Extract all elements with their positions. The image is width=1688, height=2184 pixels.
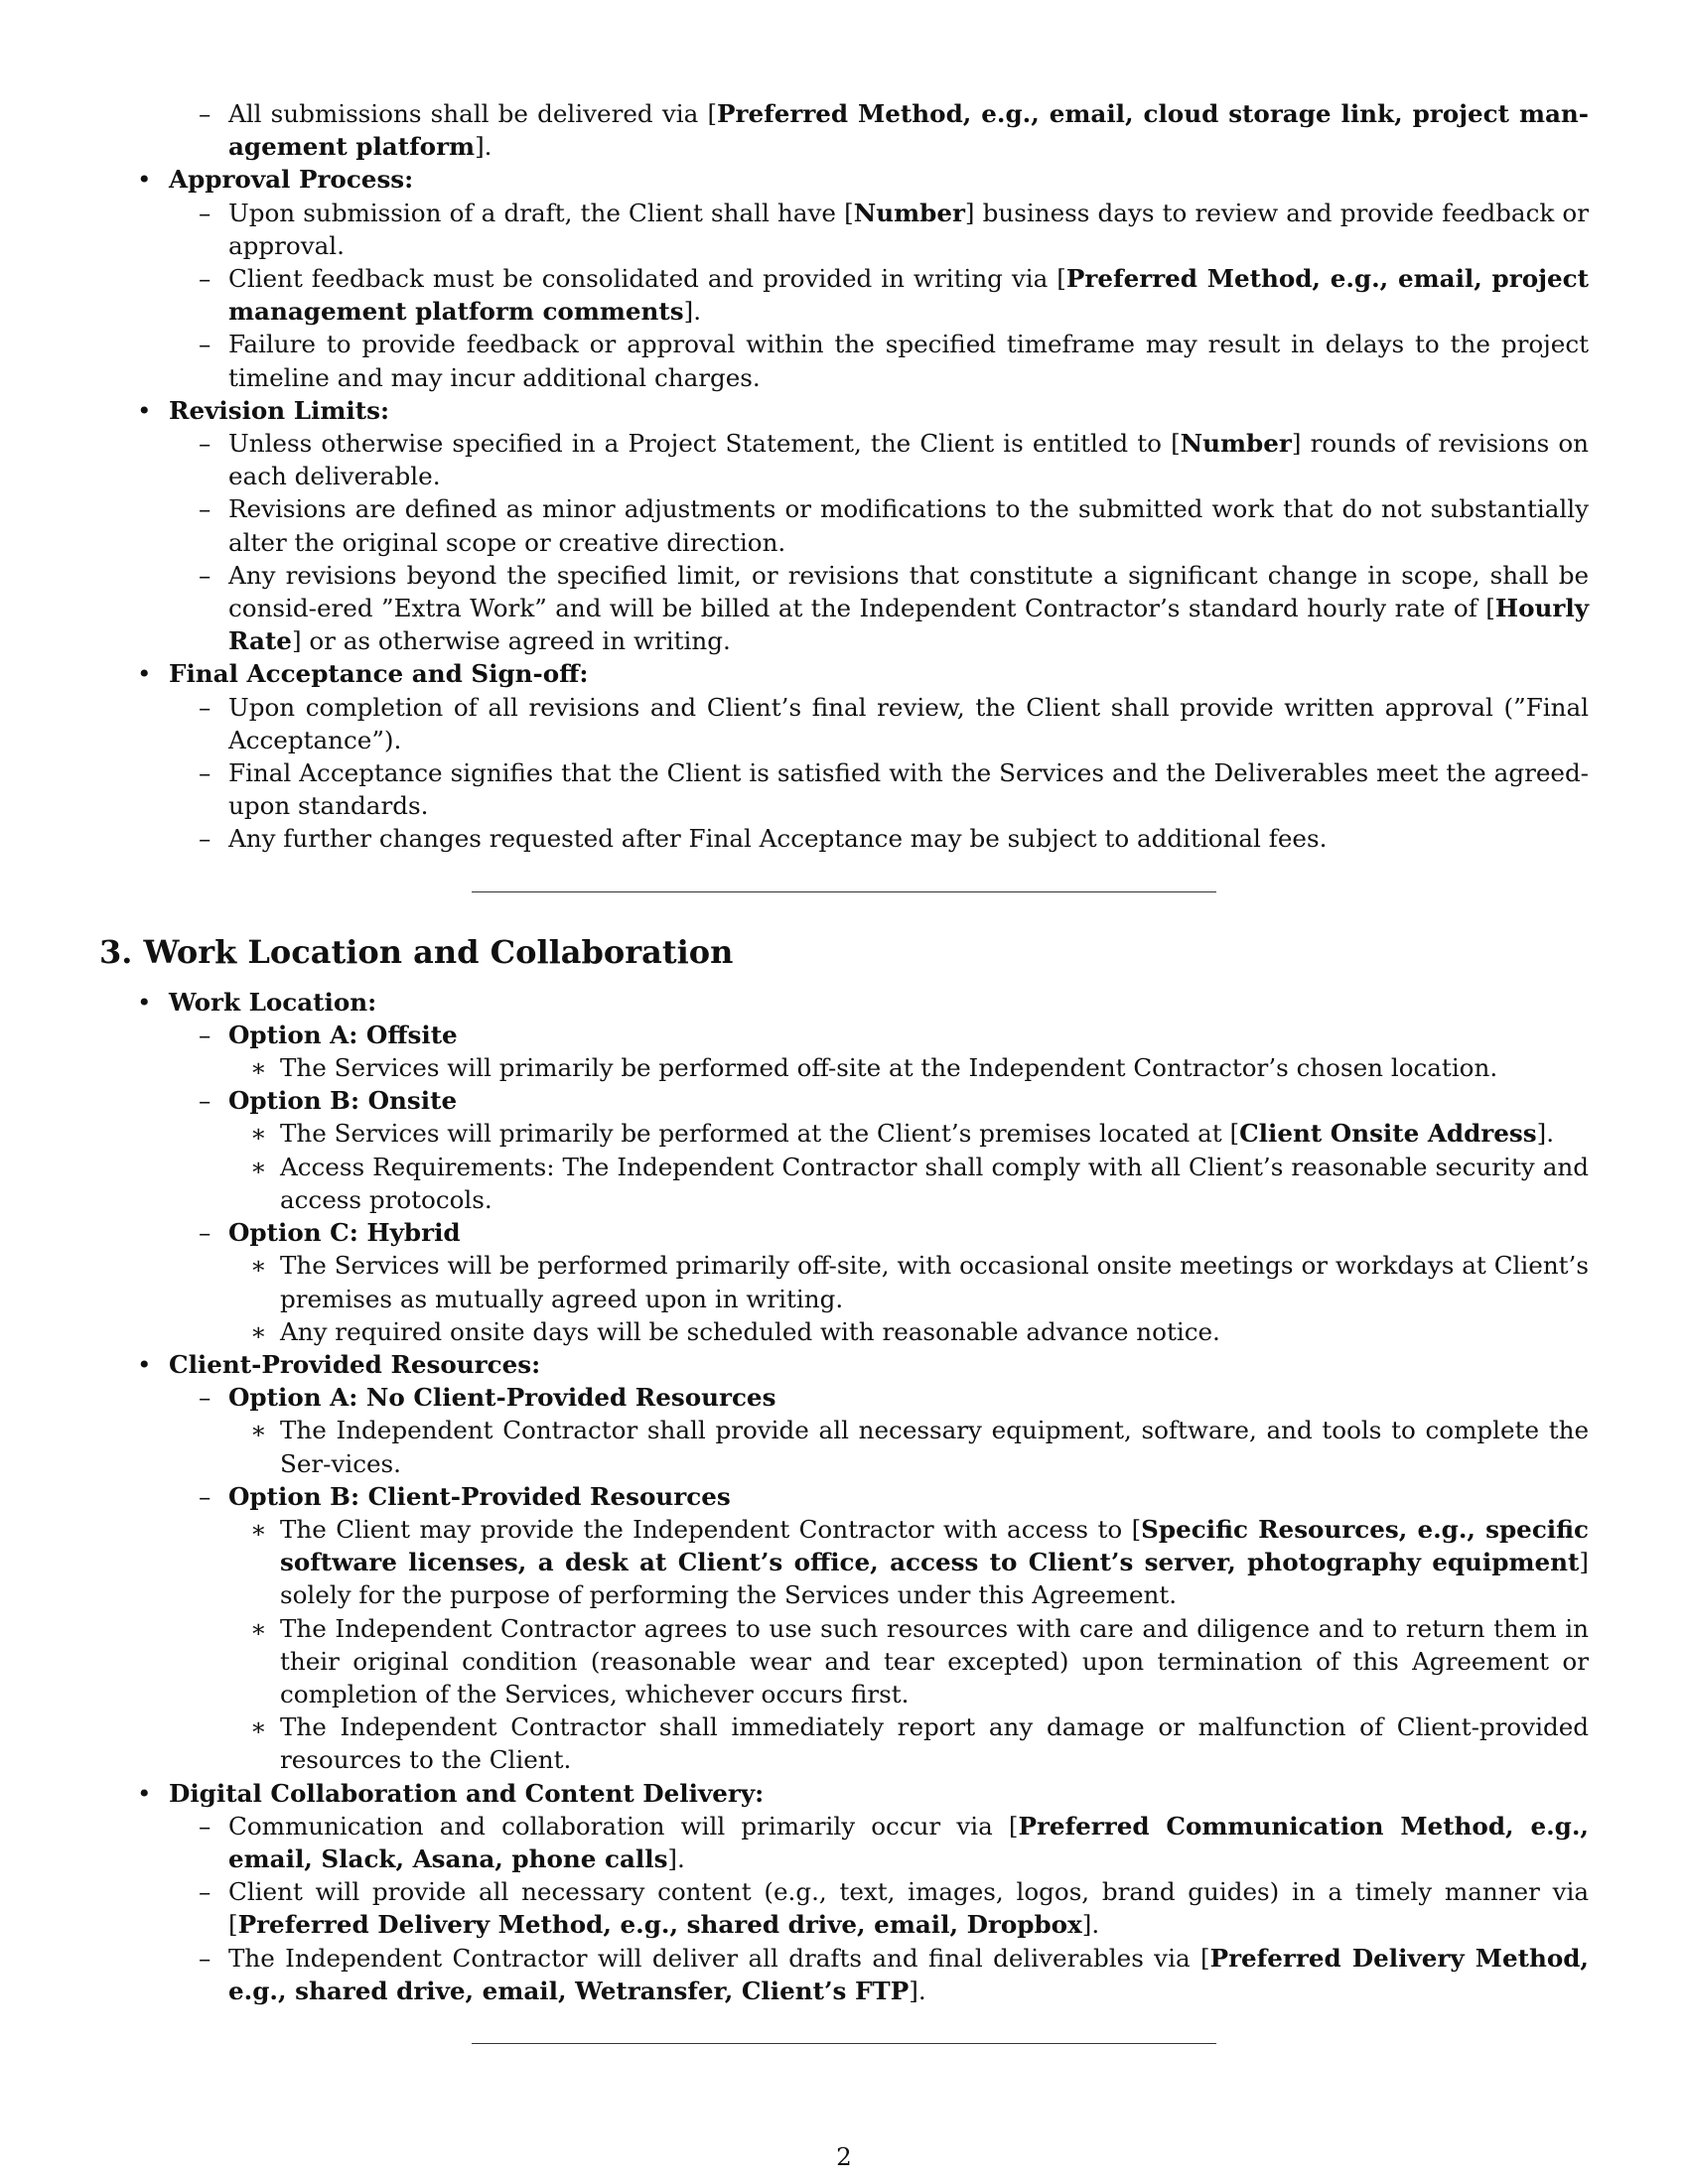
star-marker: ∗ bbox=[250, 1416, 267, 1445]
dash-marker: – bbox=[199, 198, 211, 227]
page-content bbox=[99, 97, 1589, 2044]
approval-process-item bbox=[99, 163, 1589, 196]
bullet-marker: • bbox=[137, 987, 152, 1017]
list-item: – Any further changes requested after Final Acceptance may be subject to additional fees. bbox=[99, 822, 1589, 855]
item-label: Client-Provided Resources: bbox=[169, 1349, 541, 1379]
dash-marker: – bbox=[199, 99, 211, 128]
dash-marker: – bbox=[199, 1943, 211, 1973]
star-marker: ∗ bbox=[250, 1152, 267, 1181]
star-marker: ∗ bbox=[250, 1119, 267, 1149]
list-item: – Client feedback must be consolidated and provided in writing via [Preferred Method, e.g., email, project management platform comments]. bbox=[199, 264, 1589, 327]
final-acceptance-item bbox=[99, 657, 1589, 690]
item-label: Digital Collaboration and Content Delivery: bbox=[169, 1778, 765, 1808]
star-marker: ∗ bbox=[250, 1712, 267, 1742]
bullet-marker: • bbox=[137, 659, 152, 689]
bullet-marker: • bbox=[137, 165, 152, 195]
dash-marker: – bbox=[199, 1811, 211, 1841]
star-marker: ∗ bbox=[250, 1316, 267, 1346]
star-marker: ∗ bbox=[250, 1053, 267, 1083]
work-location-item bbox=[99, 986, 1589, 1019]
list-item: ∗ Access Requirements: The Independent Contractor shall comply with all Client’s reasonable security and access protocols. bbox=[250, 1152, 1589, 1214]
list-item: – Upon submission of a draft, the Client shall have [Number] business days to review and provide feedback or approval. bbox=[199, 198, 1589, 260]
option-heading: – Option A: Offsite bbox=[99, 1019, 1589, 1051]
list-item: ∗ The Client may provide the Independent Contractor with access to [Specific Resources, e.g., specific software licenses, a desk at Client’s office, access to Client’s server, photography equipment] solely for the purpose of performing the Services under this Agreement. bbox=[250, 1514, 1590, 1610]
star-marker: ∗ bbox=[250, 1613, 267, 1643]
list-item: ∗ The Independent Contractor agrees to use such resources with care and diligence and to return them in their original condition (reasonable wear and tear excepted) upon termination of this Agreement or completion of the Services, whichever occurs first. bbox=[250, 1613, 1589, 1708]
option-heading: – Option A: No Client-Provided Resources bbox=[99, 1381, 1589, 1414]
option-heading: – Option C: Hybrid bbox=[99, 1216, 1589, 1249]
list-item: – Revisions are defined as minor adjustments or modifications to the submitted work that do not substantially alter the original scope or creative direction. bbox=[199, 494, 1589, 557]
dash-marker: – bbox=[199, 692, 211, 722]
star-marker: ∗ bbox=[250, 1251, 267, 1281]
list-item: – Unless otherwise specified in a Project Statement, the Client is entitled to [Number] rounds of revisions on each deliverable. bbox=[199, 429, 1589, 491]
list-item: – Any revisions beyond the specified limit, or revisions that constitute a significant change in scope, shall be consid-ered ”Extra Work” and will be billed at the Independent Contractor’s standard hourly rate of [Hourly Rate] or as otherwise agreed in writing. bbox=[199, 560, 1589, 656]
revision-limits-item bbox=[99, 394, 1589, 427]
bullet-marker: • bbox=[137, 395, 152, 425]
bullet-marker: • bbox=[137, 1778, 152, 1808]
option-heading: – Option B: Onsite bbox=[99, 1084, 1589, 1117]
dash-marker: – bbox=[199, 1383, 211, 1413]
list-item: ∗ The Services will primarily be performed at the Client’s premises located at [Client Onsite Address]. bbox=[99, 1117, 1589, 1150]
item-label: Approval Process: bbox=[169, 165, 414, 195]
star-marker: ∗ bbox=[250, 1514, 267, 1544]
dash-marker: – bbox=[199, 1218, 211, 1248]
item-label: Final Acceptance and Sign-off: bbox=[169, 659, 589, 689]
dash-marker: – bbox=[199, 1086, 211, 1116]
item-label: Revision Limits: bbox=[169, 395, 390, 425]
list-item: – Failure to provide feedback or approval within the specified timeframe may result in delays to the project timeline and may incur additional charges. bbox=[199, 330, 1589, 392]
digital-collaboration-item bbox=[99, 1777, 1589, 1810]
list-item: ∗ Any required onsite days will be scheduled with reasonable advance notice. bbox=[99, 1315, 1589, 1348]
list-item: ∗ The Services will primarily be performed off-site at the Independent Contractor’s chosen location. bbox=[99, 1051, 1589, 1084]
section-divider bbox=[472, 2043, 1216, 2044]
list-item: – All submissions shall be delivered via [Preferred Method, e.g., email, cloud storage link, project man-agement platform]. bbox=[199, 99, 1589, 162]
dash-marker: – bbox=[199, 330, 211, 359]
list-item: ∗ The Independent Contractor shall immediately report any damage or malfunction of Client-provided resources to the Client. bbox=[250, 1712, 1589, 1775]
list-item: – The Independent Contractor will deliver all drafts and final deliverables via [Preferred Delivery Method, e.g., shared drive, email, Wetransfer, Client’s FTP]. bbox=[199, 1943, 1589, 2005]
dash-marker: – bbox=[199, 264, 211, 294]
dash-marker: – bbox=[199, 429, 211, 459]
section-heading: 3. Work Location and Collaboration bbox=[99, 932, 734, 971]
dash-marker: – bbox=[199, 1481, 211, 1511]
list-item: ∗ The Independent Contractor shall provide all necessary equipment, software, and tools to complete the Ser-vices. bbox=[250, 1416, 1589, 1478]
list-item: – Final Acceptance signifies that the Client is satisfied with the Services and the Deliverables meet the agreed-upon standards. bbox=[199, 758, 1589, 821]
item-label: Work Location: bbox=[169, 987, 377, 1017]
dash-marker: – bbox=[199, 494, 211, 524]
dash-marker: – bbox=[199, 1020, 211, 1049]
dash-marker: – bbox=[199, 758, 211, 788]
list-item: – Client will provide all necessary content (e.g., text, images, logos, brand guides) in a timely manner via [Preferred Delivery Method, e.g., shared drive, email, Dropbox]. bbox=[199, 1877, 1589, 1940]
bullet-marker: • bbox=[137, 1349, 152, 1379]
client-resources-item bbox=[99, 1348, 1589, 1381]
dash-marker: – bbox=[199, 824, 211, 854]
dash-marker: – bbox=[199, 1877, 211, 1907]
page-number: 2 bbox=[836, 2142, 852, 2171]
section-divider bbox=[472, 891, 1216, 892]
dash-marker: – bbox=[199, 560, 211, 590]
list-item: ∗ The Services will be performed primarily off-site, with occasional onsite meetings or workdays at Client’s premises as mutually agreed upon in writing. bbox=[250, 1251, 1589, 1313]
list-item: – Upon completion of all revisions and Client’s final review, the Client shall provide written approval (”Final Acceptance”). bbox=[199, 692, 1589, 754]
option-heading: – Option B: Client-Provided Resources bbox=[99, 1480, 1589, 1513]
list-item: – Communication and collaboration will primarily occur via [Preferred Communication Method, e.g., email, Slack, Asana, phone calls]. bbox=[199, 1811, 1589, 1873]
